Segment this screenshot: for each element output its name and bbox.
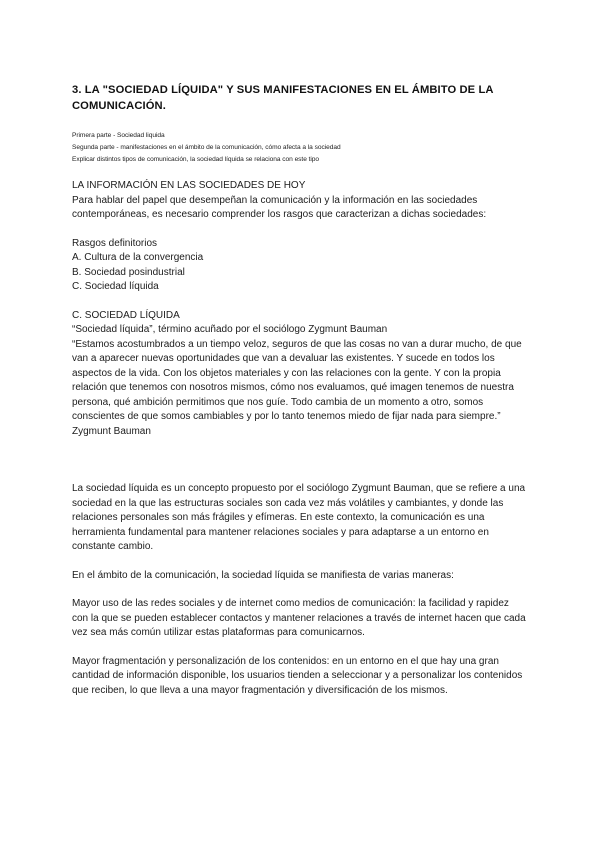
body-paragraph: En el ámbito de la comunicación, la sociedad líquida se manifiesta de varias maneras:	[72, 569, 454, 581]
section-heading-sociedad-liquida: C. SOCIEDAD LÍQUIDA	[72, 309, 180, 321]
body-paragraph: Mayor uso de las redes sociales y de internet como medios de comunicación: la facilidad y rapidez con la que se pueden establecer contactos y mantener relaciones a través de internet hacen que cada vez sea más común utilizar estas plataformas para comunicarnos.	[72, 598, 526, 638]
intro-paragraph: Para hablar del papel que desempeñan la comunicación y la información en las sociedades contemporáneas, es necesario comprender los rasgos que caracterizan a dichas sociedades:	[72, 194, 487, 220]
subnote-line: Segunda parte - manifestaciones en el ámbito de la comunicación, cómo afecta a la sociedad	[72, 144, 341, 151]
bauman-quote: “Estamos acostumbrados a un tiempo veloz, seguros de que las cosas no van a durar mucho, de que van a aparecer nuevas oportunidades que van a devaluar las existentes. Y sucede en todos los aspectos de la vida. Con los objetos materiales y con las relaciones con la gente. Y con la propia relación que tenemos con nosotros mismos, cómo nos evaluamos, qué imagen tenemos de nuestra persona, qué ambición permitimos que nos guíe. Todo cambia de un momento a otro, somos conscientes de que somos cambiables y por lo tanto tenemos miedo de fijar nada para siempre.” Zygmunt Bauman	[72, 338, 522, 437]
page-content	[72, 82, 527, 698]
body-paragraph: Mayor fragmentación y personalización de los contenidos: en un entorno en el que hay una gran cantidad de información disponible, los usuarios tienden a seleccionar y a personalizar los contenidos que reciben, lo que lleva a una mayor fragmentación y diversificación de los mismos.	[72, 655, 523, 696]
list-item: A. Cultura de la convergencia	[72, 252, 204, 263]
term-line: “Sociedad líquida”, término acuñado por el sociólogo Zygmunt Bauman	[72, 324, 388, 335]
page-title: 3. LA "SOCIEDAD LÍQUIDA" Y SUS MANIFESTACIONES EN EL ÁMBITO DE LA COMUNICACIÓN.	[72, 84, 494, 112]
section-heading-informacion: LA INFORMACIÓN EN LAS SOCIEDADES DE HOY	[72, 180, 306, 191]
subnote-line: Primera parte - Sociedad liquida	[72, 132, 165, 139]
list-item: C. Sociedad líquida	[72, 281, 159, 292]
list-item: B. Sociedad posindustrial	[72, 266, 185, 278]
subnotes	[72, 130, 527, 166]
body-paragraph: La sociedad líquida es un concepto propuesto por el sociólogo Zygmunt Bauman, que se refiere a una sociedad en la que las estructuras sociales son cada vez más volátiles y cambiantes, y donde las relaciones personales son más frágiles y efímeras. En este contexto, la comunicación es una herramienta fundamental para mantener relaciones sociales y para adaptarse a un entorno en constante cambio.	[72, 483, 526, 552]
rasgos-heading: Rasgos definitorios	[72, 237, 158, 249]
subnote-line: Explicar distintos tipos de comunicación, la sociedad líquida se relaciona con este tipo	[72, 156, 320, 163]
